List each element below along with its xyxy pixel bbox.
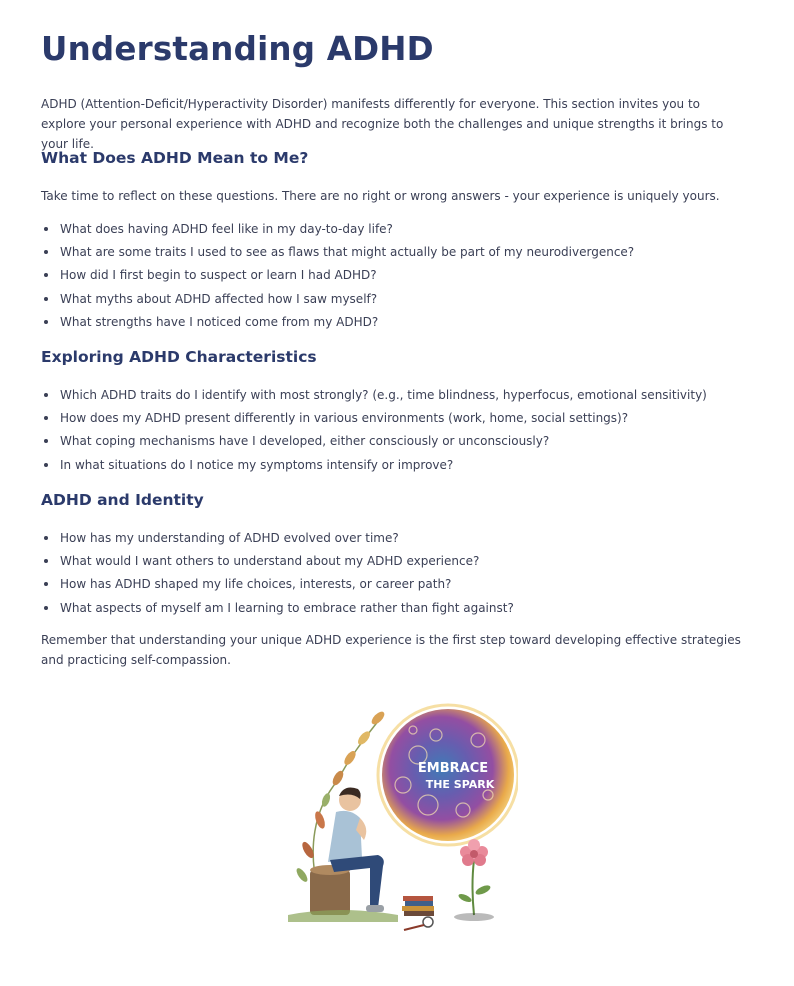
list-item: What does having ADHD feel like in my day-to-day life? (41, 221, 761, 244)
list-item: What coping mechanisms have I developed, either consciously or unconsciously? (41, 433, 761, 456)
list-item: How does my ADHD present differently in various environments (work, home, social settings)? (41, 410, 761, 433)
illustration-text-line1: EMBRACE (417, 761, 489, 776)
list-item: What strengths have I noticed come from my ADHD? (41, 314, 761, 337)
tree-stump (310, 870, 350, 915)
embrace-the-spark-illustration (278, 700, 518, 940)
list-item: Which ADHD traits do I identify with most strongly? (e.g., time blindness, hyperfocus, emotional sensitivity) (41, 387, 761, 410)
section-heading-meaning: What Does ADHD Mean to Me? (41, 149, 309, 167)
list-item: How has ADHD shaped my life choices, interests, or career path? (41, 576, 761, 599)
list-item: How has my understanding of ADHD evolved over time? (41, 530, 761, 553)
stacked-books (402, 896, 434, 916)
intro-paragraph: ADHD (Attention-Deficit/Hyperactivity Disorder) manifests differently for everyone. This section invites you to explore your personal experience with ADHD and recognize both the challenges and unique strengths it brings to your life. (41, 97, 724, 151)
list-item: What are some traits I used to see as flaws that might actually be part of my neurodivergence? (41, 244, 761, 267)
list-item: What myths about ADHD affected how I saw myself? (41, 291, 761, 314)
pink-flower (457, 839, 491, 915)
closing-paragraph: Remember that understanding your unique ADHD experience is the first step toward developing effective strategies and practicing self-compassion. (41, 633, 741, 667)
list-item: In what situations do I notice my symptoms intensify or improve? (41, 457, 761, 480)
illustration-text-line2: THE SPARK (425, 778, 495, 791)
section-heading-identity: ADHD and Identity (41, 491, 204, 509)
question-list-characteristics (41, 387, 761, 480)
list-item: What would I want others to understand about my ADHD experience? (41, 553, 761, 576)
question-list-identity (41, 530, 761, 623)
list-item: What aspects of myself am I learning to embrace rather than fight against? (41, 600, 761, 623)
magnifier-icon (404, 917, 433, 930)
list-item: How did I first begin to suspect or learn I had ADHD? (41, 267, 761, 290)
question-list-meaning (41, 221, 761, 337)
page-title: Understanding ADHD (41, 30, 434, 68)
section-lead: Take time to reflect on these questions. There are no right or wrong answers - your experience is uniquely yours. (41, 189, 720, 203)
section-heading-characteristics: Exploring ADHD Characteristics (41, 348, 317, 366)
